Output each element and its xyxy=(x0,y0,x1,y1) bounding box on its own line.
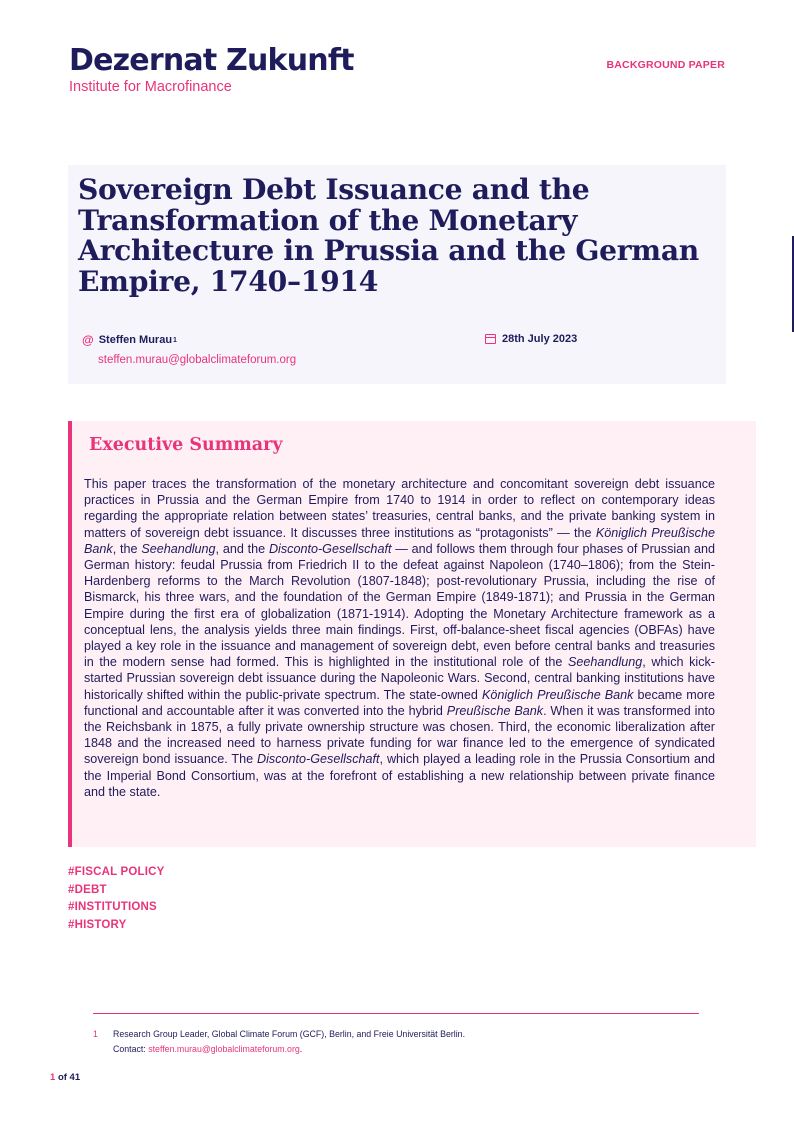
summary-text-segment: This paper traces the transformation of the monetary architecture and concomitant sovereign debt issuance practices in Prussia and the German Empire from 1740 to 1914 in order to reflect on contemporary ideas regarding the appropriate relation between states’ treasuries, central banks, and the private banking system in matters of sovereign debt issuance. It discusses three institutions as “protagonists” — the xyxy=(84,477,715,540)
summary-text-segment: — and follows them through four phases of Prussian and German history: feudal Prussia from Friedrich II to the defeat against Napoleon (1740–1806); from the Stein-Hardenberg reforms to the March Revolution (1807-1848); post-revolutionary Prussia, including the rise of Bismarck, his three wars, and the foundation of the German Empire (1849-1871); and Prussia in the German Empire during the first era of globalization (1871-1914). Adopting the Monetary Architecture framework as a conceptual lens, the analysis yields three main findings. First, off-balance-sheet fiscal agencies (OBFAs) have played a key role in the issuance and management of sovereign debt, even before central banks and treasuries in the modern sense had formed. This is highlighted in the institutional role of the xyxy=(84,541,716,670)
at-icon: @ xyxy=(82,333,94,347)
summary-italic-term: Preußische Bank xyxy=(446,703,544,718)
summary-text-segment: , which played a leading role in the Prussia Consortium and the Imperial Bond Consortium, was at the forefront of establishing a new relationship between private finance and the state. xyxy=(84,752,715,799)
page-number xyxy=(50,1072,80,1083)
footnote-email-link[interactable]: steffen.murau@globalclimateforum.org xyxy=(148,1044,300,1054)
author-name: Steffen Murau xyxy=(98,334,173,346)
tag-link[interactable]: #HISTORY xyxy=(68,918,127,931)
brand-subtitle: Institute for Macrofinance xyxy=(69,79,232,95)
summary-text-segment: , and the xyxy=(215,541,269,556)
summary-italic-term: Königlich Preußische Bank xyxy=(84,525,715,556)
summary-text-segment: . When it was transformed into the Reichsbank in 1875, a fully private ownership structure was chosen. Third, the economic liberalization after 1848 and the increased need to harness private funding for war finance led to the emergence of syndicated sovereign bond issuance. The xyxy=(84,703,715,767)
summary-italic-term: Königlich Preußische Bank xyxy=(481,687,634,702)
tag-link[interactable]: #DEBT xyxy=(68,883,107,896)
author-line xyxy=(82,333,177,347)
author-email-link[interactable]: steffen.murau@globalclimateforum.org xyxy=(98,354,297,366)
summary-italic-term: Seehandlung xyxy=(568,655,643,670)
brand-logo xyxy=(69,44,354,95)
tag-link[interactable]: #INSTITUTIONS xyxy=(68,901,157,913)
summary-text-segment: , which kick-started Prussian sovereign debt issuance during the Napoleonic Wars. Second, central banking institutions have historically shifted within the public-private spectrum. The state-owned xyxy=(84,655,715,702)
title-block xyxy=(68,165,726,384)
tag-link[interactable]: #FISCAL POLICY xyxy=(68,866,165,878)
summary-text-segment: , the xyxy=(112,541,142,556)
current-page: 1 xyxy=(50,1072,56,1083)
summary-italic-term: Disconto-Gesellschaft xyxy=(268,541,392,556)
footnote-contact-suffix: . xyxy=(299,1044,303,1054)
calendar-icon xyxy=(485,334,496,344)
summary-heading: Executive Summary xyxy=(89,435,283,455)
paper-title: Sovereign Debt Issuance and the Transformation of the Monetary Architecture in Prussia and the German Empire, 1740–1914 xyxy=(78,173,699,298)
date-line xyxy=(485,333,577,345)
summary-italic-term: Seehandlung xyxy=(141,541,216,556)
footnote-number: 1 xyxy=(93,1029,98,1039)
summary-text-segment: became more functional and accountable after it was converted into the hybrid xyxy=(84,687,715,718)
tag-list xyxy=(68,864,165,934)
footnote-divider xyxy=(93,1013,699,1014)
document-type-label: BACKGROUND PAPER xyxy=(606,59,725,71)
footnote-text: Research Group Leader, Global Climate Forum (GCF), Berlin, and Freie Universität Berlin. xyxy=(113,1029,466,1039)
total-pages: of 41 xyxy=(57,1072,81,1083)
brand-name: Dezernat Zukunft xyxy=(69,43,354,78)
author-footnote-mark: 1 xyxy=(173,336,177,344)
summary-text xyxy=(84,476,715,800)
footnote-contact-label: Contact: xyxy=(113,1044,146,1054)
publication-date: 28th July 2023 xyxy=(502,333,578,345)
executive-summary-box xyxy=(68,421,756,847)
footnote xyxy=(93,1027,465,1057)
summary-italic-term: Disconto-Gesellschaft xyxy=(257,752,380,767)
